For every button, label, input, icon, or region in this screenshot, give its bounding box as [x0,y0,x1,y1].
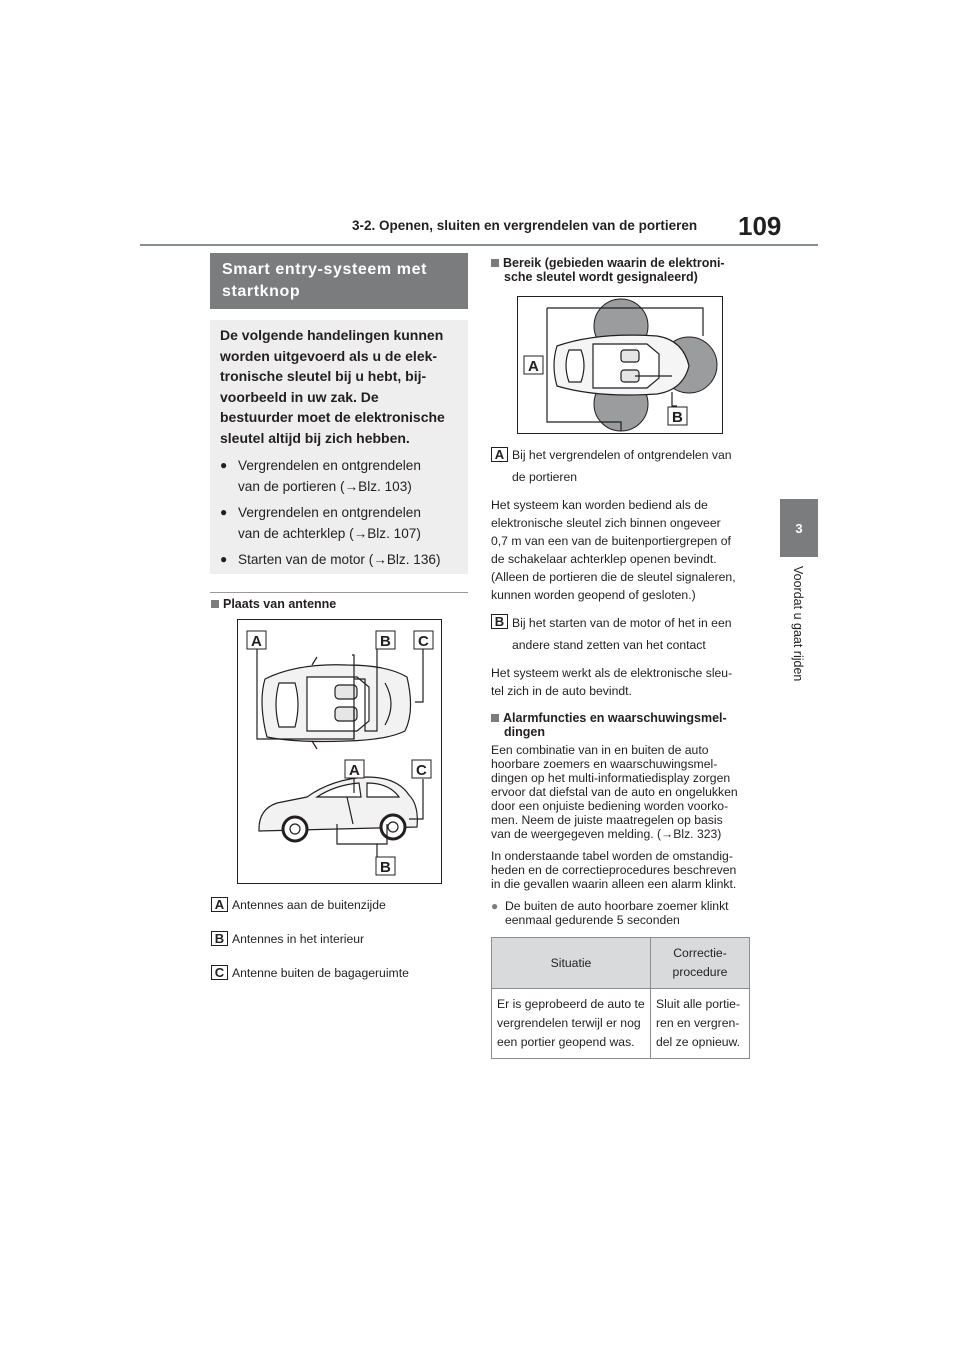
legend-key-c: C [211,965,228,980]
diagram-label-a: A [349,762,360,779]
section-divider [210,592,468,593]
alarm-text-2: In onderstaande tabel worden de omstandig- heden en de correctieprocedures beschreven in die gevallen waarin alleen een alarm klinkt. [491,849,737,891]
table-header-procedure: Correctie- procedure [651,938,750,989]
range-key-a: A [491,447,508,462]
square-bullet-icon [491,259,499,267]
circle-item: ● De buiten de auto hoorbare zoemer klinkt eenmaal gedurende 5 seconden [491,899,729,927]
table-header-row [492,938,750,989]
range-text-a: Het systeem kan worden bediend als de elektronische sleutel zich binnen ongeveer 0,7 m van een van de buitenportiergrepen of de schakelaar achterklep openen bevindt. (Alleen de portieren die de sleutel signaleren, kunnen worden geopend of gesloten.) [491,498,736,602]
bullet-dot-icon: ● [220,552,228,566]
bullet-dot-icon: ● [220,458,228,472]
alarm-text: Een combinatie van in en buiten de auto hoorbare zoemers en waarschuwingsmel- dingen op het multi-informatiedisplay zorgen ervoor dat diefstal van de auto en ongelukken door een onjuiste bediening worden voorko- men. Neem de juiste maatregelen op basis van de weergegeven melding. (→Blz. 323) [491,743,738,841]
legend-key-b: B [211,931,228,946]
diagram-label-a: A [251,633,262,650]
square-bullet-icon [491,714,499,722]
range-label-a: A [528,358,539,375]
range-item-b: Bij het starten van de motor of het in een andere stand zetten van het contact [512,616,732,652]
legend-text-b: Antennes in het interieur [232,932,365,946]
detection-range-diagram [517,296,723,434]
diagram-label-b: B [380,859,391,876]
legend-text-a: Antennes aan de buitenzijde [232,898,386,912]
alarm-heading: Alarmfuncties en waarschuwingsmel- dingen [491,711,761,739]
table-cell-situation: Er is geprobeerd de auto te vergrendelen terwijl er nog een portier geopend was. [492,989,651,1059]
circle-bullet-icon: ● [491,899,499,913]
square-bullet-icon [211,600,219,608]
range-car-top-view [554,335,689,395]
legend-text-c: Antenne buiten de bagageruimte [232,966,409,980]
range-heading: Bereik (gebieden waarin de elektroni- sche sleutel wordt gesignaleerd) [491,256,761,284]
running-header: 3-2. Openen, sluiten en vergrendelen van de portieren [352,218,698,233]
diagram-label-c: C [418,633,429,650]
page-number: 109 [738,211,782,241]
intro-text: De volgende handelingen kunnen worden uitgevoerd als u de elek- tronische sleutel bij u hebt, bij- voorbeeld in uw zak. De bestuurder moet de elektronische sleutel altijd bij zich hebben. [220,327,445,446]
range-text-b: Het systeem werkt als de elektronische sleu- tel zich in de auto bevindt. [491,666,733,698]
antenna-heading: Plaats van antenne [211,597,336,611]
table-row [492,989,750,1059]
bullet-dot-icon: ● [220,505,228,519]
antenna-location-diagram [237,619,442,884]
chapter-label: Voordat u gaat rijden [791,566,805,682]
range-item-a: Bij het vergrendelen of ontgrendelen van de portieren [512,448,732,484]
legend-key-a: A [211,897,228,912]
range-key-b: B [491,614,508,629]
chapter-tab: 3 [780,499,818,557]
section-title: Smart entry-systeem met startknop [210,253,468,309]
header-rule [140,244,818,246]
table-header-situation: Situatie [492,938,651,989]
alarm-table [491,937,750,1059]
table-cell-procedure: Sluit alle portie-ren en vergren-del ze opnieuw. [651,989,750,1059]
range-label-b: B [672,409,683,426]
diagram-label-c: C [416,762,427,779]
diagram-label-b: B [380,633,391,650]
